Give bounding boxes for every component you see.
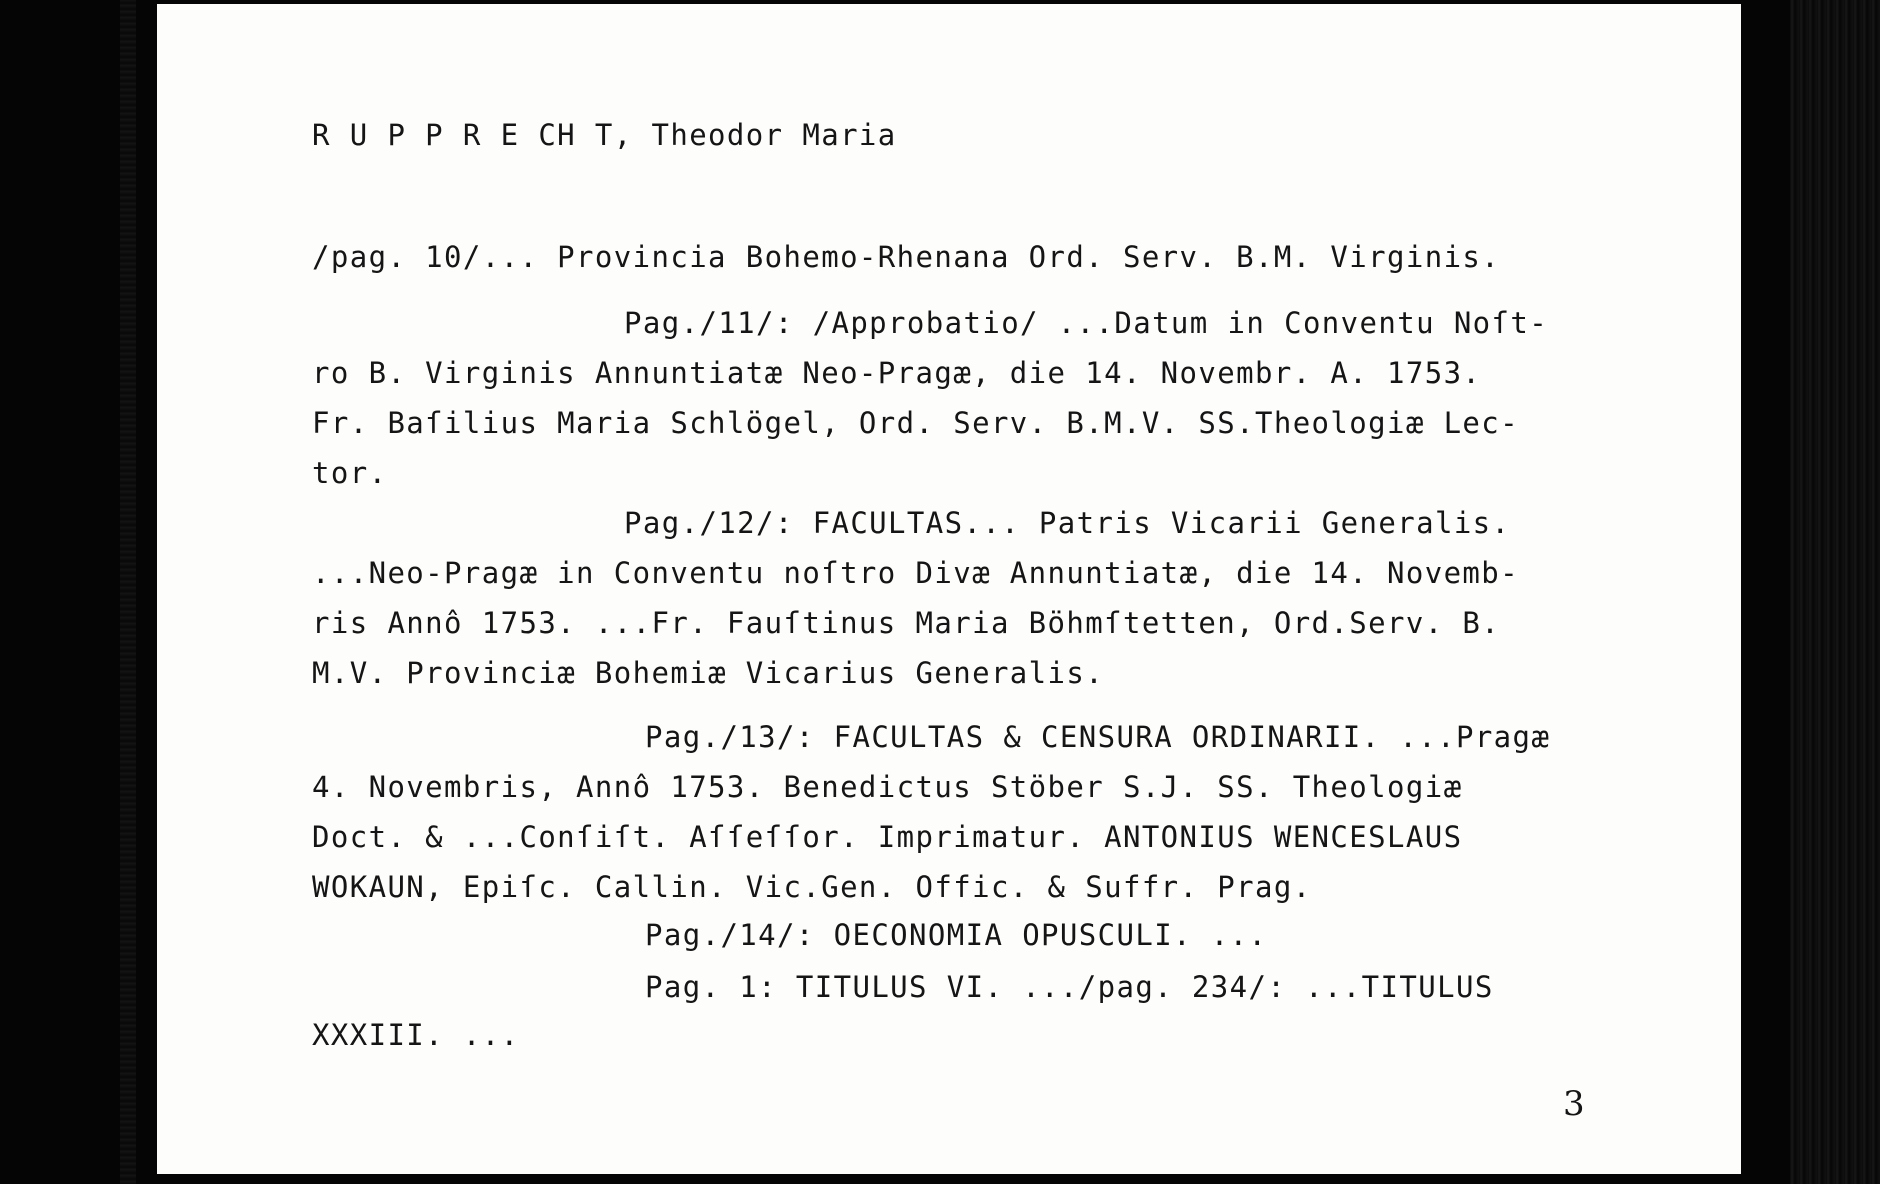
text-line: tor. (312, 456, 388, 490)
film-edge-right (1790, 0, 1880, 1184)
film-edge-left (120, 0, 136, 1184)
text-line: Fr. Baſilius Maria Schlögel, Ord. Serv. B.M.V. SS.Theologiæ Lec- (312, 406, 1520, 440)
text-line: 4. Novembris, Annô 1753. Benedictus Stöber S.J. SS. Theologiæ (312, 770, 1463, 804)
text-line: WOKAUN, Epiſc. Callin. Vic.Gen. Offic. & Suffr. Prag. (312, 870, 1312, 904)
text-line: Pag./11/: /Approbatio/ ...Datum in Conventu Noſt- (624, 306, 1549, 340)
text-line: ...Neo-Pragæ in Conventu noſtro Divæ Annuntiatæ, die 14. Novemb- (312, 556, 1520, 590)
text-line: Doct. & ...Conſiſt. Aſſeſſor. Imprimatur. ANTONIUS WENCESLAUS (312, 820, 1463, 854)
text-line: ris Annô 1753. ...Fr. Fauſtinus Maria Böhmſtetten, Ord.Serv. B. (312, 606, 1501, 640)
text-line: Pag. 1: TITULUS VI. .../pag. 234/: ...TITULUS (645, 970, 1494, 1004)
text-line: ro B. Virginis Annuntiatæ Neo-Pragæ, die 14. Novembr. A. 1753. (312, 356, 1482, 390)
text-line: Pag./13/: FACULTAS & CENSURA ORDINARII. ...Pragæ (645, 720, 1551, 754)
text-line: XXXIII. ... (312, 1018, 520, 1052)
catalog-card (157, 4, 1741, 1174)
text-line: /pag. 10/... Provincia Bohemo-Rhenana Ord. Serv. B.M. Virginis. (312, 240, 1501, 274)
text-line: Pag./14/: OECONOMIA OPUSCULI. ... (645, 918, 1268, 952)
text-line: Pag./12/: FACULTAS... Patris Vicarii Generalis. (624, 506, 1511, 540)
text-line: M.V. Provinciæ Bohemiæ Vicarius Generalis. (312, 656, 1105, 690)
page-number: 3 (1563, 1084, 1585, 1124)
card-heading: R U P P R E CH T, Theodor Maria (312, 118, 897, 152)
